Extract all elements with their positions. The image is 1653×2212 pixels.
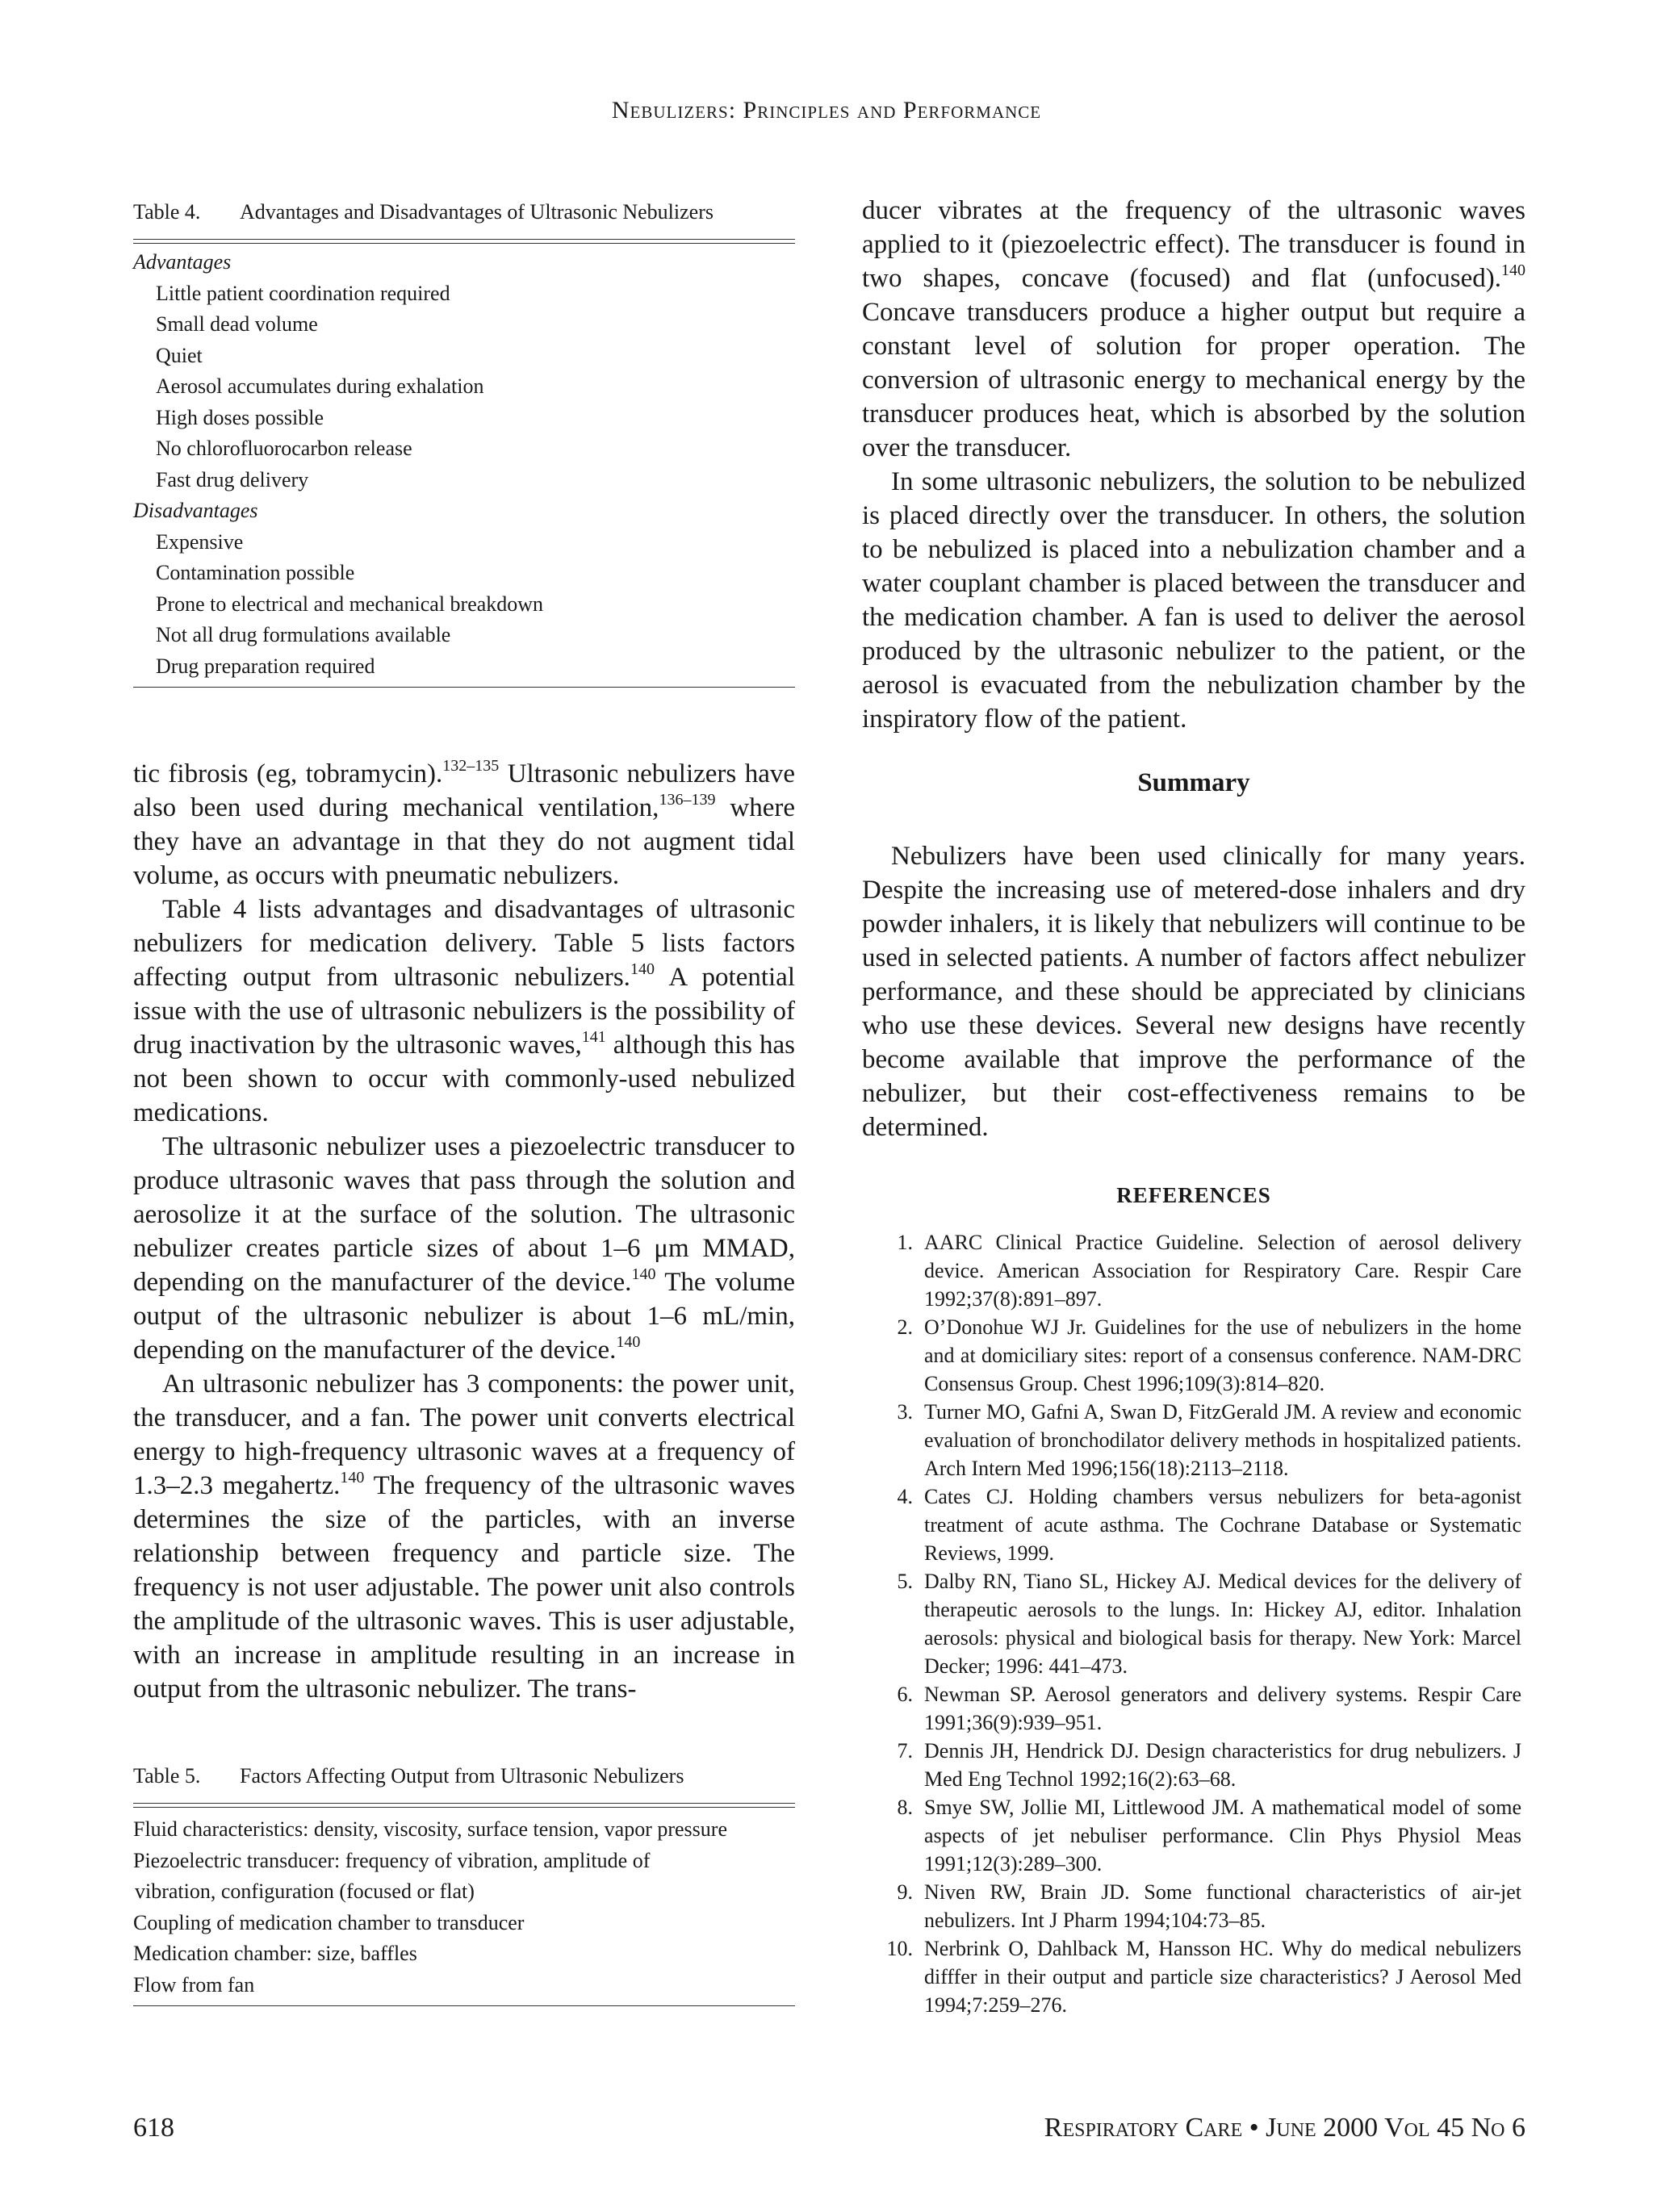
- reference-number: 1.: [897, 1231, 913, 1254]
- reference-number: 5.: [897, 1570, 913, 1593]
- paragraph: tic fibrosis (eg, tobramycin).$^{132-135}$ Ultrasonic nebulizers have also been used during mechanical ventilation,$^{136-139}$ where they have an advantage in that they do not augment tidal volume, as occurs with pneumatic nebulizers.: [133, 757, 795, 890]
- reference-text: Newman SP. Aerosol generators and delivery systems. Respir Care 1991;36(9):939–951.: [924, 1683, 1521, 1734]
- reference-text: Dalby RN, Tiano SL, Hickey AJ. Medical devices for the delivery of therapeutic aerosols to the lungs. In: Hickey AJ, editor. Inhalation aerosols: physical and biological basis for therapy. New York: Marcel Decker; 1996: 441–473.: [924, 1570, 1521, 1678]
- table-5-caption: [133, 1762, 795, 1790]
- list-item: Drug preparation required: [156, 654, 375, 678]
- list-item: Contamination possible: [156, 561, 355, 584]
- list-item: Prone to electrical and mechanical breakdown: [156, 592, 544, 616]
- references-list-wrap: [876, 1228, 1521, 2019]
- reference-number: 6.: [897, 1683, 913, 1706]
- table-5-bottom-rule: [133, 2005, 795, 2006]
- references-section: [862, 1183, 1525, 1208]
- reference-text: Smye SW, Jollie MI, Littlewood JM. A mathematical model of some aspects of jet nebuliser performance. Clin Phys Physiol Meas 1991;12(3):289–300.: [924, 1796, 1521, 1875]
- reference-item: [876, 1567, 1521, 1680]
- journal-footer: Respiratory Care • June 2000 Vol 45 No 6: [1044, 2113, 1525, 2143]
- reference-text: Cates CJ. Holding chambers versus nebulizers for beta-agonist treatment of acute asthma. The Cochrane Database or Systematic Reviews, 1999.: [924, 1485, 1521, 1565]
- reference-item: [876, 1398, 1521, 1482]
- reference-text: Turner MO, Gafni A, Swan D, FitzGerald JM. A review and economic evaluation of bronchodilator delivery methods in hospitalized patients. Arch Intern Med 1996;156(18):2113–2118.: [924, 1400, 1521, 1480]
- list-item: Expensive: [156, 529, 244, 554]
- list-item: Small dead volume: [156, 312, 318, 336]
- left-body-text: [133, 757, 795, 1706]
- running-head: Nebulizers: Principles and Performance: [611, 97, 1042, 123]
- table-4-number: Table 4.: [133, 200, 201, 224]
- paragraph: Table 4 lists advantages and disadvantages of ultrasonic nebulizers for medication delivery. Table 5 lists factors affecting output from ultrasonic nebulizers.$^{140}$ A potential issue with the use of ultrasonic nebulizers is the possibility of drug inactivation by the ultrasonic waves,$^{141}$ although this has not been shown to occur with commonly-used nebulized medications.: [133, 895, 796, 1127]
- page-number: 618: [133, 2113, 174, 2143]
- advantages-heading: Advantages: [133, 250, 232, 274]
- table-4: [133, 199, 795, 688]
- list-item: No chlorofluorocarbon release: [156, 437, 412, 460]
- table-row-continuation: vibration, configuration (focused or flat): [135, 1880, 475, 1903]
- reference-text: Nerbrink O, Dahlback M, Hansson HC. Why do medical nebulizers difffer in their output and particle size characteristics? J Aerosol Med 1994;7:259–276.: [924, 1937, 1521, 2017]
- list-item: Aerosol accumulates during exhalation: [156, 374, 484, 398]
- reference-number: 10.: [886, 1937, 913, 1960]
- references-list: [876, 1228, 1521, 2019]
- reference-number: 8.: [897, 1796, 913, 1819]
- table-row: Medication chamber: size, baffles: [133, 1942, 417, 1965]
- paragraph: ducer vibrates at the frequency of the ultrasonic waves applied to it (piezoelectric effect). The transducer is found in two shapes, concave (focused) and flat (unfocused).$^{140}$ Concave transducers produce a higher output but require a constant level of solution for proper operation. The conversion of ultrasonic energy to mechanical energy by the transducer produces heat, which is absorbed by the solution over the transducer.: [862, 196, 1525, 462]
- references-heading: REFERENCES: [1116, 1183, 1271, 1207]
- reference-item: [876, 1793, 1521, 1878]
- summary-text: [862, 839, 1525, 1144]
- reference-item: [876, 1680, 1521, 1737]
- disadvantages-heading: Disadvantages: [133, 499, 258, 522]
- table-row: Fluid characteristics: density, viscosity, surface tension, vapor pressure: [133, 1817, 727, 1841]
- list-item: High doses possible: [156, 405, 324, 429]
- table-5: [133, 1762, 795, 2006]
- list-item: Not all drug formulations available: [156, 623, 451, 646]
- reference-text: AARC Clinical Practice Guideline. Selection of aerosol delivery device. American Association for Respiratory Care. Respir Care 1992;37(8):891–897.: [924, 1231, 1521, 1311]
- table-4-caption: [133, 199, 795, 226]
- table-5-title: Factors Affecting Output from Ultrasonic Nebulizers: [240, 1764, 684, 1788]
- reference-number: 9.: [897, 1880, 913, 1904]
- reference-item: [876, 1878, 1521, 1934]
- table-5-number: Table 5.: [133, 1764, 201, 1788]
- list-item: Quiet: [156, 343, 203, 367]
- paragraph: Nebulizers have been used clinically for many years. Despite the increasing use of metered-dose inhalers and dry powder inhalers, it is likely that nebulizers will continue to be used in selected patients. A number of factors affect nebulizer performance, and these should be appreciated by clinicians who use these devices. Several new designs have recently become available that improve the performance of the nebulizer, but their cost-effectiveness remains to be determined.: [862, 842, 1525, 1142]
- reference-text: Niven RW, Brain JD. Some functional characteristics of air-jet nebulizers. Int J Pharm 1994;104:73–85.: [924, 1880, 1521, 1932]
- table-row: Flow from fan: [133, 1972, 255, 1997]
- list-item: Fast drug delivery: [156, 467, 309, 491]
- reference-item: [876, 1482, 1521, 1567]
- summary-section: [862, 768, 1525, 798]
- paragraph: In some ultrasonic nebulizers, the solution to be nebulized is placed directly over the transducer. In others, the solution to be nebulized is placed into a nebulization chamber and a water couplant chamber is placed between the transducer and the medication chamber. A fan is used to deliver the aerosol produced by the ultrasonic nebulizer to the patient, or the aerosol is evacuated from the nebulization chamber by the inspiratory flow of the patient.: [862, 467, 1525, 734]
- reference-item: [876, 1737, 1521, 1793]
- table-4-bottom-rule: [133, 687, 795, 688]
- reference-text: O’Donohue WJ Jr. Guidelines for the use of nebulizers in the home and at domiciliary sites: report of a consensus conference. NAM-DRC Consensus Group. Chest 1996;109(3):814–820.: [924, 1315, 1521, 1395]
- table-5-body: [133, 1808, 795, 2005]
- summary-heading: Summary: [1137, 768, 1250, 797]
- reference-item: [876, 1934, 1521, 2019]
- table-row: Piezoelectric transducer: frequency of vibration, amplitude of: [133, 1848, 651, 1872]
- reference-number: 2.: [897, 1315, 913, 1339]
- list-item: Little patient coordination required: [156, 281, 450, 305]
- paragraph: An ultrasonic nebulizer has 3 components: the power unit, the transducer, and a fan. The power unit converts electrical energy to high-frequency ultrasonic waves at a frequency of 1.3–2.3 megahertz.$^{140}$ The frequency of the ultrasonic waves determines the size of the particles, with an inverse relationship between frequency and particle size. The frequency is not user adjustable. The power unit also controls the amplitude of the ultrasonic waves. This is user adjustable, with an increase in amplitude resulting in an increase in output from the ultrasonic nebulizer. The trans-: [133, 1369, 795, 1704]
- reference-number: 4.: [897, 1485, 913, 1508]
- reference-number: 7.: [897, 1739, 913, 1762]
- table-4-title: Advantages and Disadvantages of Ultrasonic Nebulizers: [240, 200, 714, 224]
- table-4-body: [133, 244, 795, 687]
- reference-text: Dennis JH, Hendrick DJ. Design characteristics for drug nebulizers. J Med Eng Technol 1992;16(2):63–68.: [924, 1739, 1521, 1791]
- reference-item: [876, 1228, 1521, 1313]
- table-row: Coupling of medication chamber to transducer: [133, 1910, 525, 1934]
- reference-item: [876, 1313, 1521, 1398]
- right-body-text: [862, 194, 1525, 736]
- reference-number: 3.: [897, 1400, 913, 1424]
- paragraph: The ultrasonic nebulizer uses a piezoelectric transducer to produce ultrasonic waves that pass through the solution and aerosolize it at the surface of the solution. The ultrasonic nebulizer creates particle sizes of about 1–6 μm MMAD, depending on the manufacturer of the device.$^{140}$ The volume output of the ultrasonic nebulizer is about 1–6 mL/min, depending on the manufacturer of the device.$^{140}$: [133, 1132, 795, 1365]
